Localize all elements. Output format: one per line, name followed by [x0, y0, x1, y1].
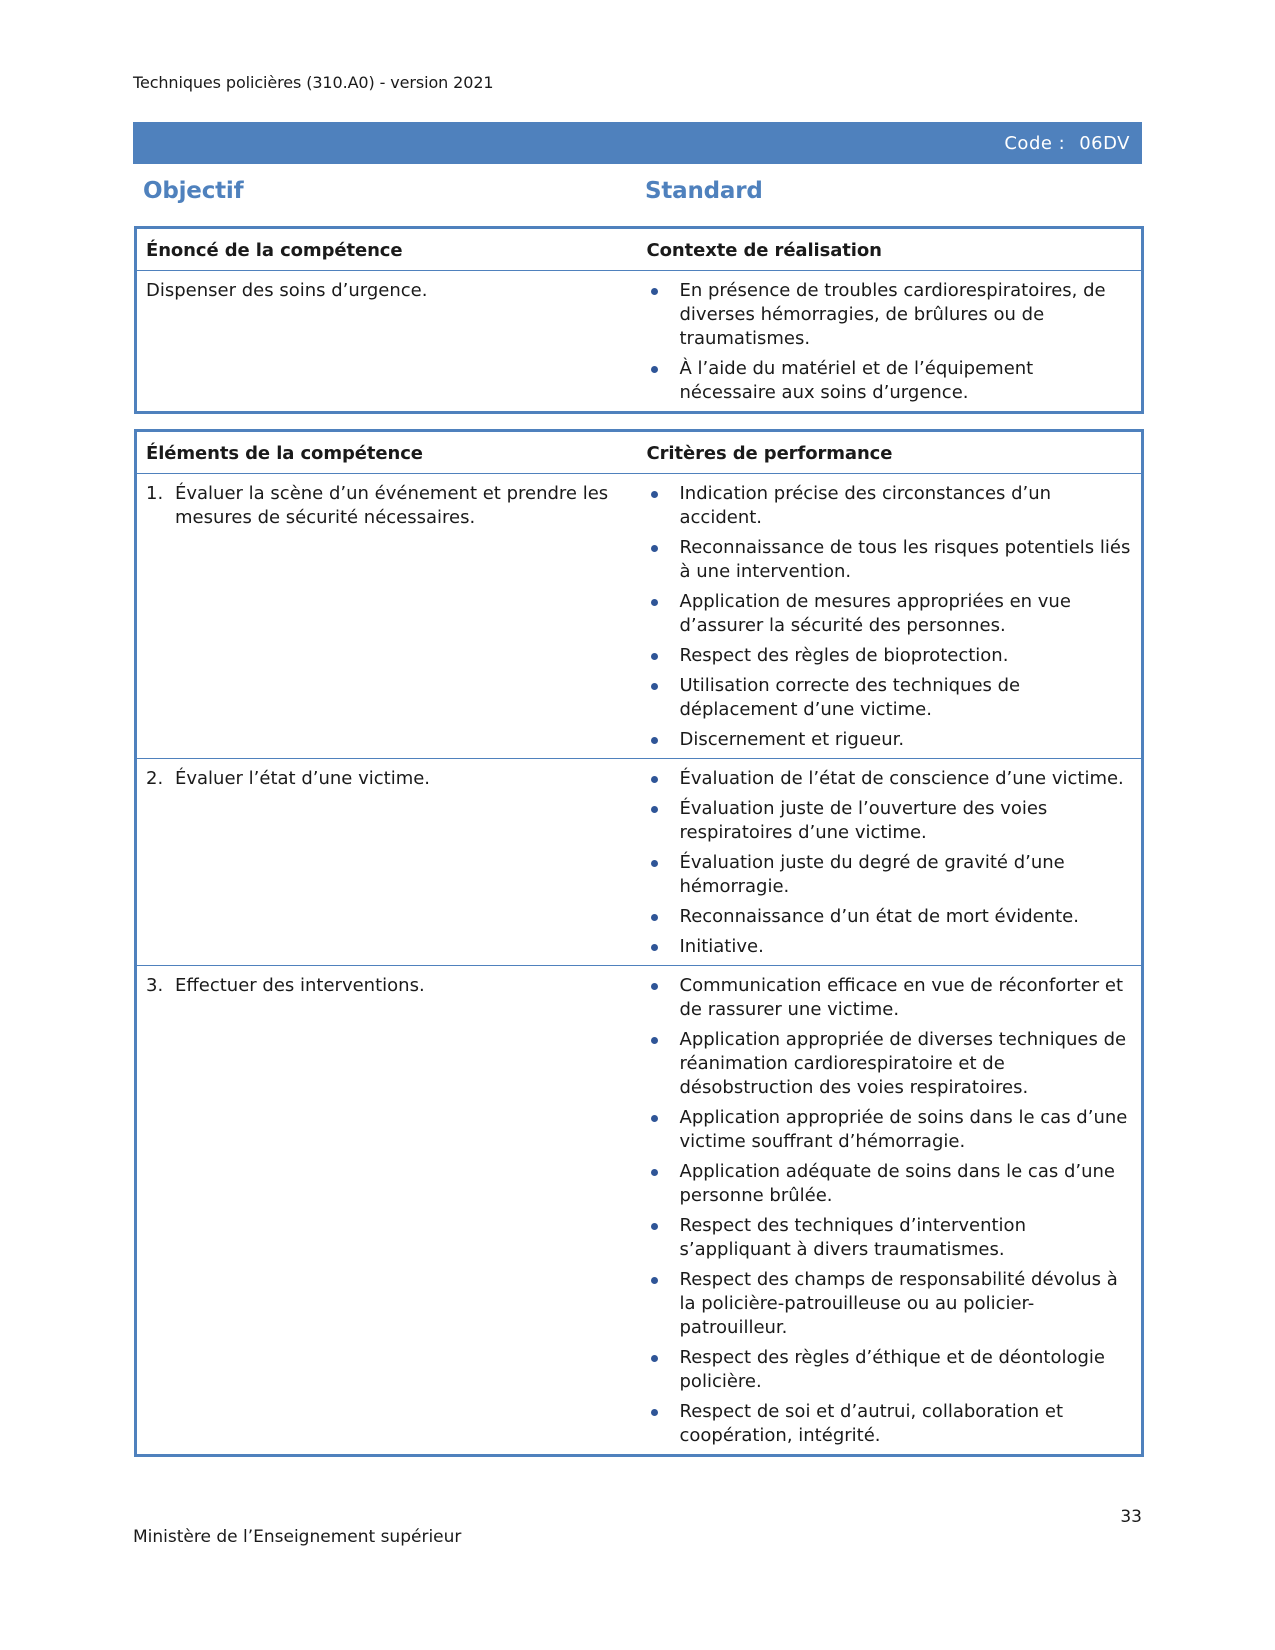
element-number: 3.: [146, 975, 164, 996]
list-item: Évaluation de l’état de conscience d’une victime.: [647, 767, 1136, 791]
list-item: Évaluation juste de l’ouverture des voies respiratoires d’une victime.: [647, 797, 1136, 845]
bullet-icon: [651, 944, 658, 951]
page-number: 33: [1120, 1507, 1142, 1527]
element-number: 2.: [146, 768, 164, 789]
list-item: Indication précise des circonstances d’un accident.: [647, 482, 1136, 530]
element-item: [146, 767, 628, 791]
criteria-list: [647, 974, 1136, 1448]
list-item: Reconnaissance d’un état de mort évidente.: [647, 905, 1136, 929]
bullet-icon: [651, 683, 658, 690]
element-text: Évaluer l’état d’une victime.: [175, 768, 431, 789]
table-header-row: [136, 431, 1143, 474]
section-title-standard: Standard: [645, 178, 763, 204]
table-row: [136, 759, 1143, 966]
bullet-icon: [651, 366, 658, 373]
bullet-icon: [651, 653, 658, 660]
criteria-list: [647, 767, 1136, 959]
bullet-icon: [651, 491, 658, 498]
bullet-icon: [651, 1409, 658, 1416]
list-item: Respect des règles de bioprotection.: [647, 644, 1136, 668]
header-criteres: Critères de performance: [636, 431, 1143, 474]
enonce-text: Dispenser des soins d’urgence.: [146, 280, 428, 301]
bullet-icon: [651, 914, 658, 921]
element-text: Effectuer des interventions.: [175, 975, 425, 996]
bullet-icon: [651, 1277, 658, 1284]
table-row: [136, 271, 1143, 413]
document-header: Techniques policières (310.A0) - version 2021: [133, 73, 494, 92]
competency-elements-table: [134, 429, 1144, 1457]
bullet-icon: [651, 737, 658, 744]
competency-statement-table: [134, 226, 1144, 414]
competency-code-bar: [133, 122, 1142, 164]
list-item: Initiative.: [647, 935, 1136, 959]
code-value: 06DV: [1079, 132, 1130, 154]
bullet-icon: [651, 599, 658, 606]
code-label: Code :: [1004, 132, 1066, 154]
header-enonce: Énoncé de la compétence: [136, 228, 636, 271]
element-number: 1.: [146, 483, 164, 504]
footer-ministry: Ministère de l’Enseignement supérieur: [133, 1527, 462, 1547]
bullet-icon: [651, 1115, 658, 1122]
list-item: À l’aide du matériel et de l’équipement nécessaire aux soins d’urgence.: [647, 357, 1136, 405]
list-item: Respect des règles d’éthique et de déontologie policière.: [647, 1346, 1136, 1394]
element-text: Évaluer la scène d’un événement et prendre les mesures de sécurité nécessaires.: [175, 483, 609, 528]
list-item: Communication efficace en vue de réconforter et de rassurer une victime.: [647, 974, 1136, 1022]
bullet-icon: [651, 288, 658, 295]
section-title-objectif: Objectif: [143, 178, 244, 204]
list-item: Application adéquate de soins dans le cas d’une personne brûlée.: [647, 1160, 1136, 1208]
contexte-list: [647, 279, 1136, 405]
bullet-icon: [651, 1169, 658, 1176]
table-header-row: [136, 228, 1143, 271]
list-item: Évaluation juste du degré de gravité d’une hémorragie.: [647, 851, 1136, 899]
bullet-icon: [651, 1355, 658, 1362]
bullet-icon: [651, 1223, 658, 1230]
element-item: [146, 482, 628, 530]
list-item: Utilisation correcte des techniques de déplacement d’une victime.: [647, 674, 1136, 722]
bullet-icon: [651, 806, 658, 813]
list-item: Application appropriée de soins dans le cas d’une victime souffrant d’hémorragie.: [647, 1106, 1136, 1154]
table-row: [136, 966, 1143, 1456]
bullet-icon: [651, 983, 658, 990]
list-item: Reconnaissance de tous les risques potentiels liés à une intervention.: [647, 536, 1136, 584]
list-item: Respect des techniques d’intervention s’appliquant à divers traumatismes.: [647, 1214, 1136, 1262]
table-row: [136, 474, 1143, 759]
bullet-icon: [651, 860, 658, 867]
list-item: Application appropriée de diverses techniques de réanimation cardiorespiratoire et de désobstruction des voies respiratoires.: [647, 1028, 1136, 1100]
header-elements: Éléments de la compétence: [136, 431, 636, 474]
bullet-icon: [651, 1037, 658, 1044]
bullet-icon: [651, 776, 658, 783]
header-contexte: Contexte de réalisation: [636, 228, 1143, 271]
element-item: [146, 974, 628, 998]
list-item: Respect des champs de responsabilité dévolus à la policière-patrouilleuse ou au policier-patrouilleur.: [647, 1268, 1136, 1340]
criteria-list: [647, 482, 1136, 752]
list-item: Respect de soi et d’autrui, collaboration et coopération, intégrité.: [647, 1400, 1136, 1448]
list-item: En présence de troubles cardiorespiratoires, de diverses hémorragies, de brûlures ou de traumatismes.: [647, 279, 1136, 351]
bullet-icon: [651, 545, 658, 552]
list-item: Discernement et rigueur.: [647, 728, 1136, 752]
list-item: Application de mesures appropriées en vue d’assurer la sécurité des personnes.: [647, 590, 1136, 638]
